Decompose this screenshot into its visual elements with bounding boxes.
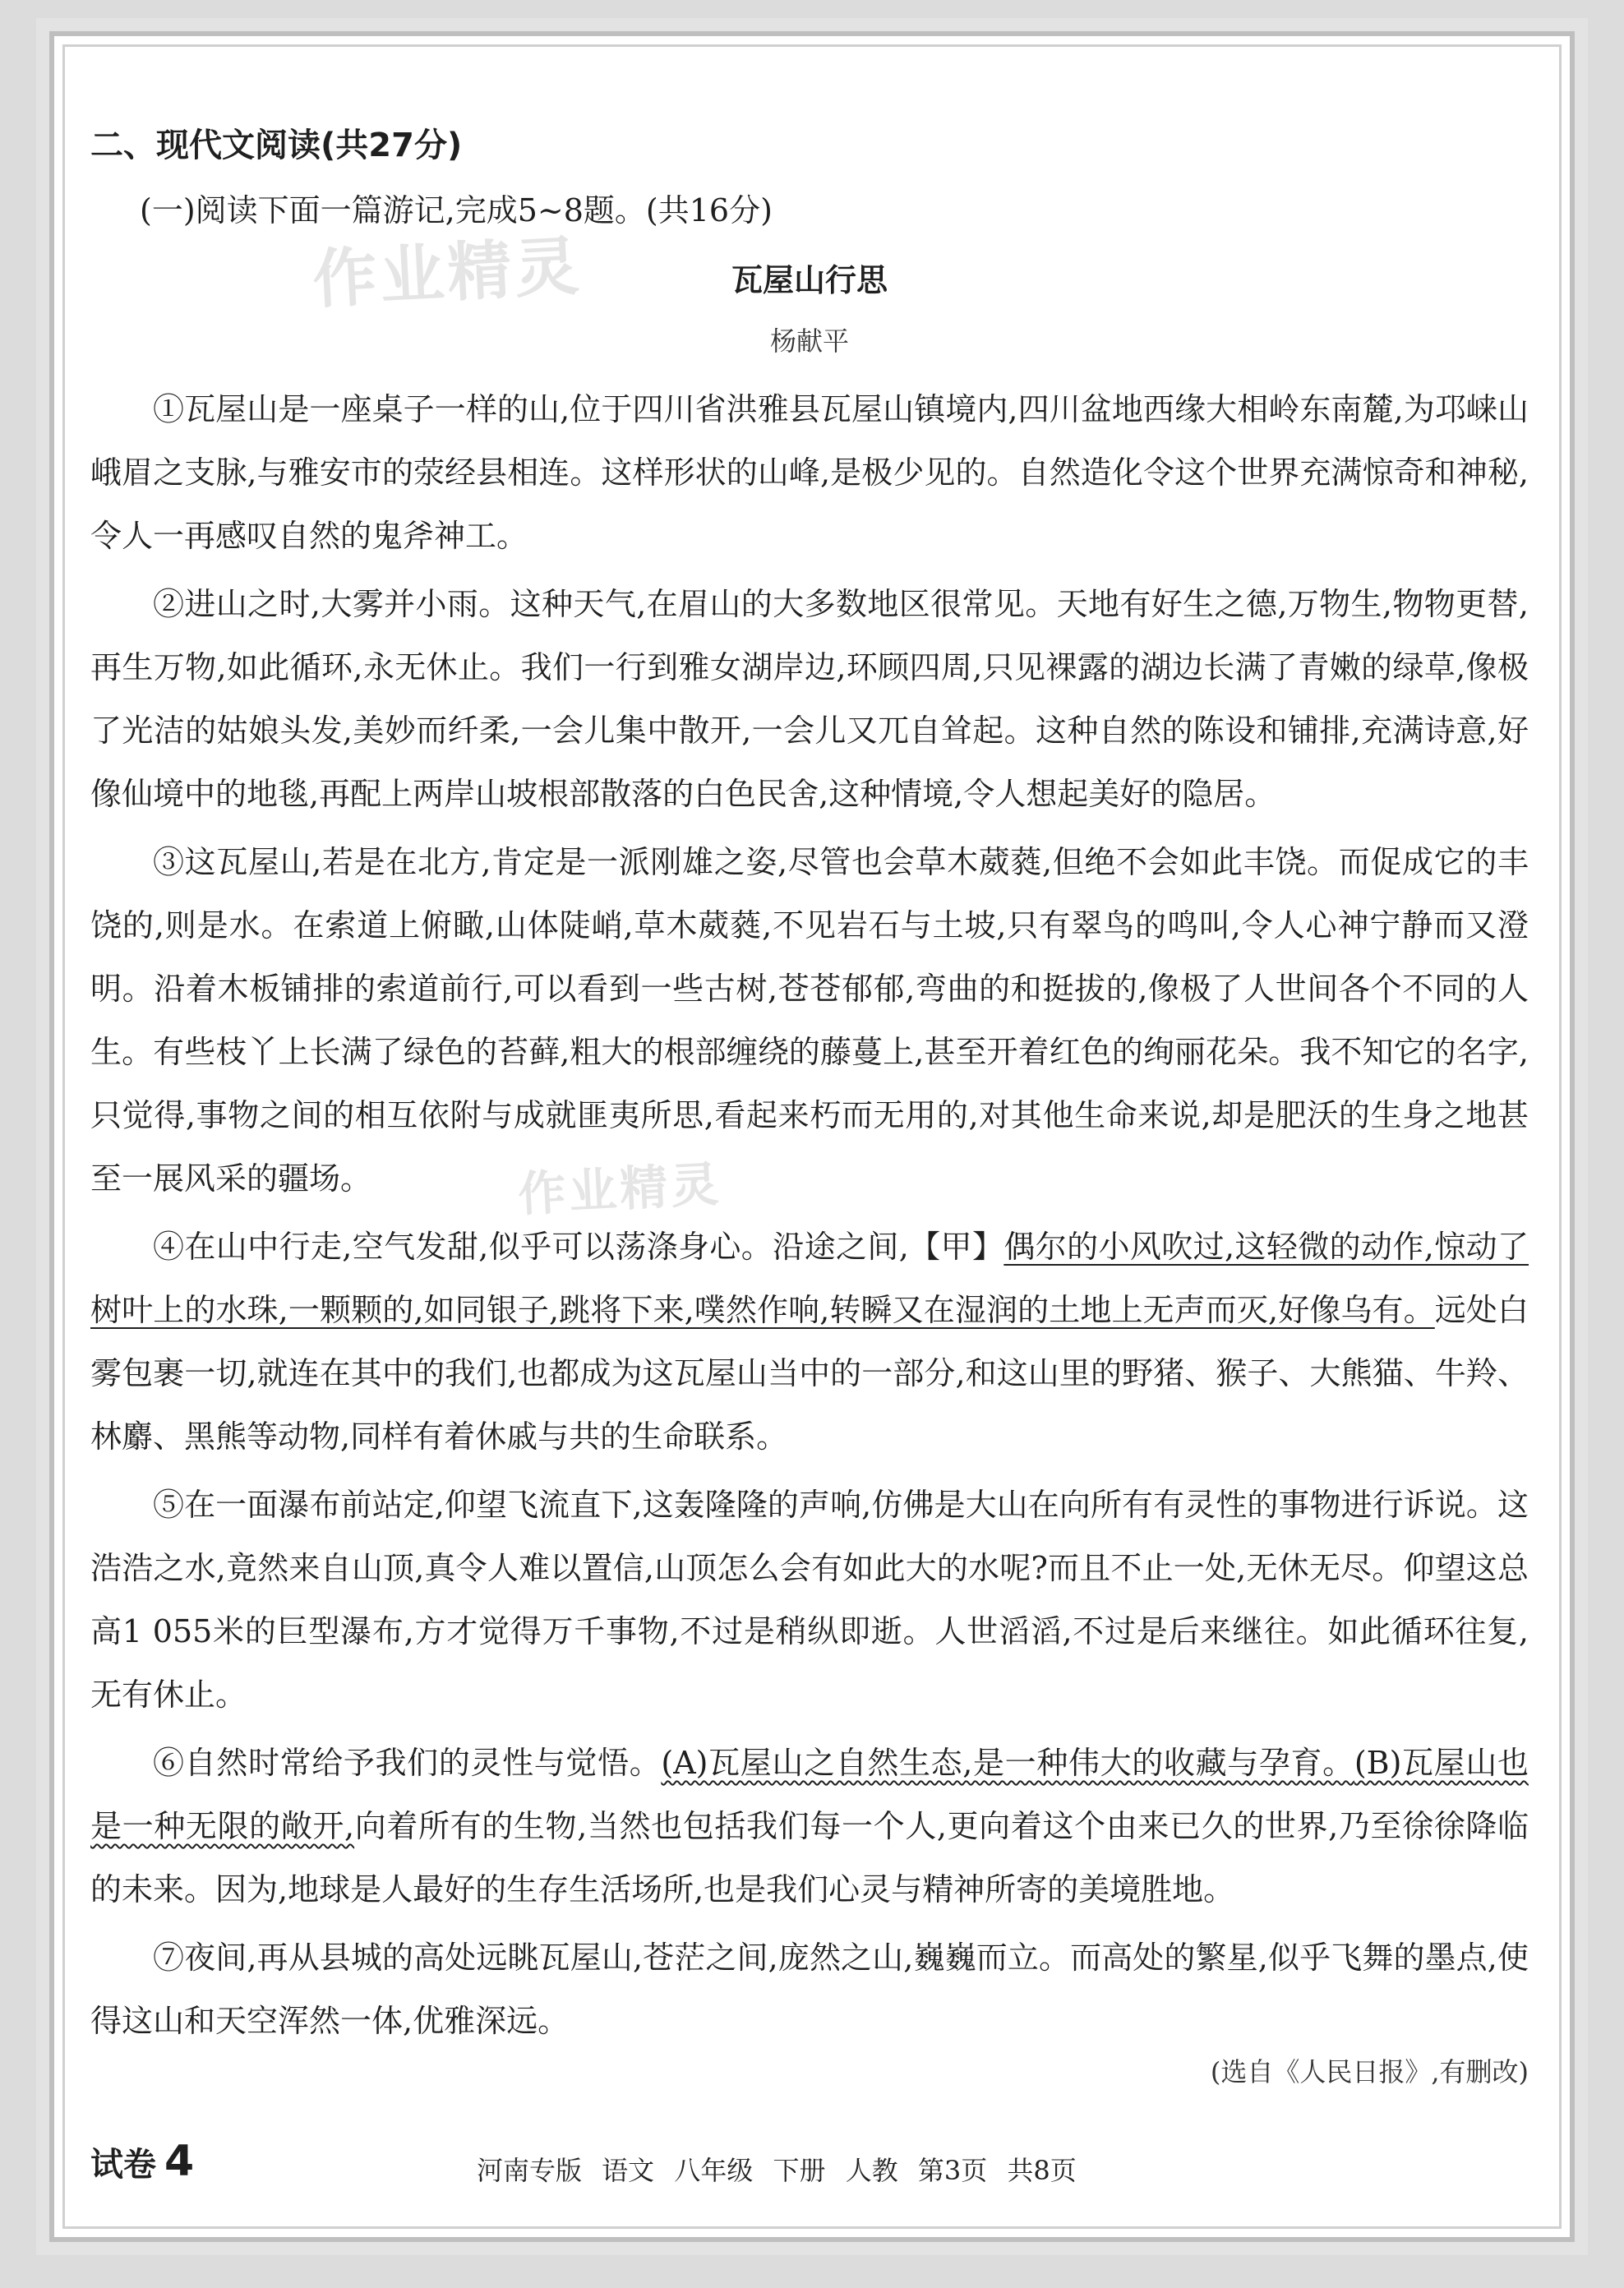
subsection-instruction: (一)阅读下面一篇游记,完成5~8题。(共16分) [140,192,773,228]
paragraph-4-end: 远处白雾包裹一切,就连在其中的我们,也都成为这瓦屋山当中的一部分,和这山里的野猪、猴子、大熊猫、牛羚、林麝、黑熊等动物,同样有着休戚与共的生命联系。 [90,1292,1529,1455]
paragraph-5: ⑤在一面瀑布前站定,仰望飞流直下,这轰隆隆的声响,仿佛是大山在向所有有灵性的事物进行诉说。这浩浩之水,竟然来自山顶,真令人难以置信,山顶怎么会有如此大的水呢?而且不止一处,无休无尽。仰望这总高1 055米的巨型瀑布,方才觉得万千事物,不过是稍纵即逝。人世滔滔,不过是后来继往。如此循环往复,无有休止。 [90,1487,1529,1713]
essay-title: 瓦屋山行思 [731,262,888,298]
paper-label [90,2137,194,2186]
section-title: 二、现代文阅读(共27分) [90,127,463,164]
essay-body [90,378,1529,2092]
essay-author: 杨献平 [769,325,849,357]
watermark: 作业精灵 [516,1156,723,1223]
paragraph-6 [90,1732,1529,1921]
page-footer [90,2137,1529,2194]
paragraph-6-end: 向着所有的生物,当然也包括我们每一个人,更向着这个由来已久的世界,乃至徐徐降临的未来。因为,地球是人最好的生存生活场所,也是我们心灵与精神所寄的美境胜地。 [90,1808,1529,1907]
paragraph-4 [90,1216,1529,1469]
paragraph-6-start: ⑥自然时常给予我们的灵性与觉悟。 [153,1745,662,1781]
paragraph-2: ②进山之时,大雾并小雨。这种天气,在眉山的大多数地区很常见。天地有好生之德,万物生,物物更替,再生万物,如此循环,永无休止。我们一行到雅女湖岸边,环顾四周,只见裸露的湖边长满了青嫩的绿草,像极了光洁的姑娘头发,美妙而纤柔,一会儿集中散开,一会儿又兀自耸起。这种自然的陈设和铺排,充满诗意,好像仙境中的地毯,再配上两岸山坡根部散落的白色民舍,这种情境,令人想起美好的隐居。 [90,586,1529,812]
paragraph-1: ①瓦屋山是一座桌子一样的山,位于四川省洪雅县瓦屋山镇境内,四川盆地西缘大相岭东南麓,为邛崃山峨眉之支脉,与雅安市的荥经县相连。这样形状的山峰,是极少见的。自然造化令这个世界充满惊奇和神秘,令人一再感叹自然的鬼斧神工。 [90,391,1529,554]
source-note: (选自《人民日报》,有删改) [1210,2056,1529,2087]
wavy-sentence-a: (A)瓦屋山之自然生态,是一种伟大的收藏与孕育。 [661,1745,1354,1781]
paper-label-text: 试卷 [90,2146,156,2184]
wavy-sentence-b: (B)瓦屋山也是一种无限的敞开, [90,1745,1529,1844]
paragraph-3: ③这瓦屋山,若是在北方,肯定是一派刚雄之姿,尽管也会草木葳蕤,但绝不会如此丰饶。而促成它的丰饶的,则是水。在索道上俯瞰,山体陡峭,草木葳蕤,不见岩石与土坡,只有翠鸟的鸣叫,令人心神宁静而又澄明。沿着木板铺排的索道前行,可以看到一些古树,苍苍郁郁,弯曲的和挺拔的,像极了人世间各个不同的人生。有些枝丫上长满了绿色的苔藓,粗大的根部缠绕的藤蔓上,甚至开着红色的绚丽花朵。我不知它的名字,只觉得,事物之间的相互依附与成就匪夷所思,看起来朽而无用的,对其他生命来说,却是肥沃的生身之地甚至一展风采的疆场。 [90,844,1529,1197]
underlined-passage-jia: 偶尔的小风吹过,这轻微的动作,惊动了树叶上的水珠,一颗颗的,如同银子,跳将下来,噗然作响,转瞬又在湿润的土地上无声而灭,好像乌有。 [90,1229,1529,1328]
footer-info: 河南专版 语文 八年级 下册 人教 第3页 共8页 [477,2155,1077,2186]
watermark: 作业精灵 [311,229,584,318]
paragraph-7: ⑦夜间,再从县城的高处远眺瓦屋山,苍茫之间,庞然之山,巍巍而立。而高处的繁星,似乎飞舞的墨点,使得这山和天空浑然一体,优雅深远。 [90,1940,1529,2039]
paper-number: 4 [164,2137,195,2186]
paragraph-4-start: ④在山中行走,空气发甜,似乎可以荡涤身心。沿途之间,【甲】 [153,1229,1004,1265]
